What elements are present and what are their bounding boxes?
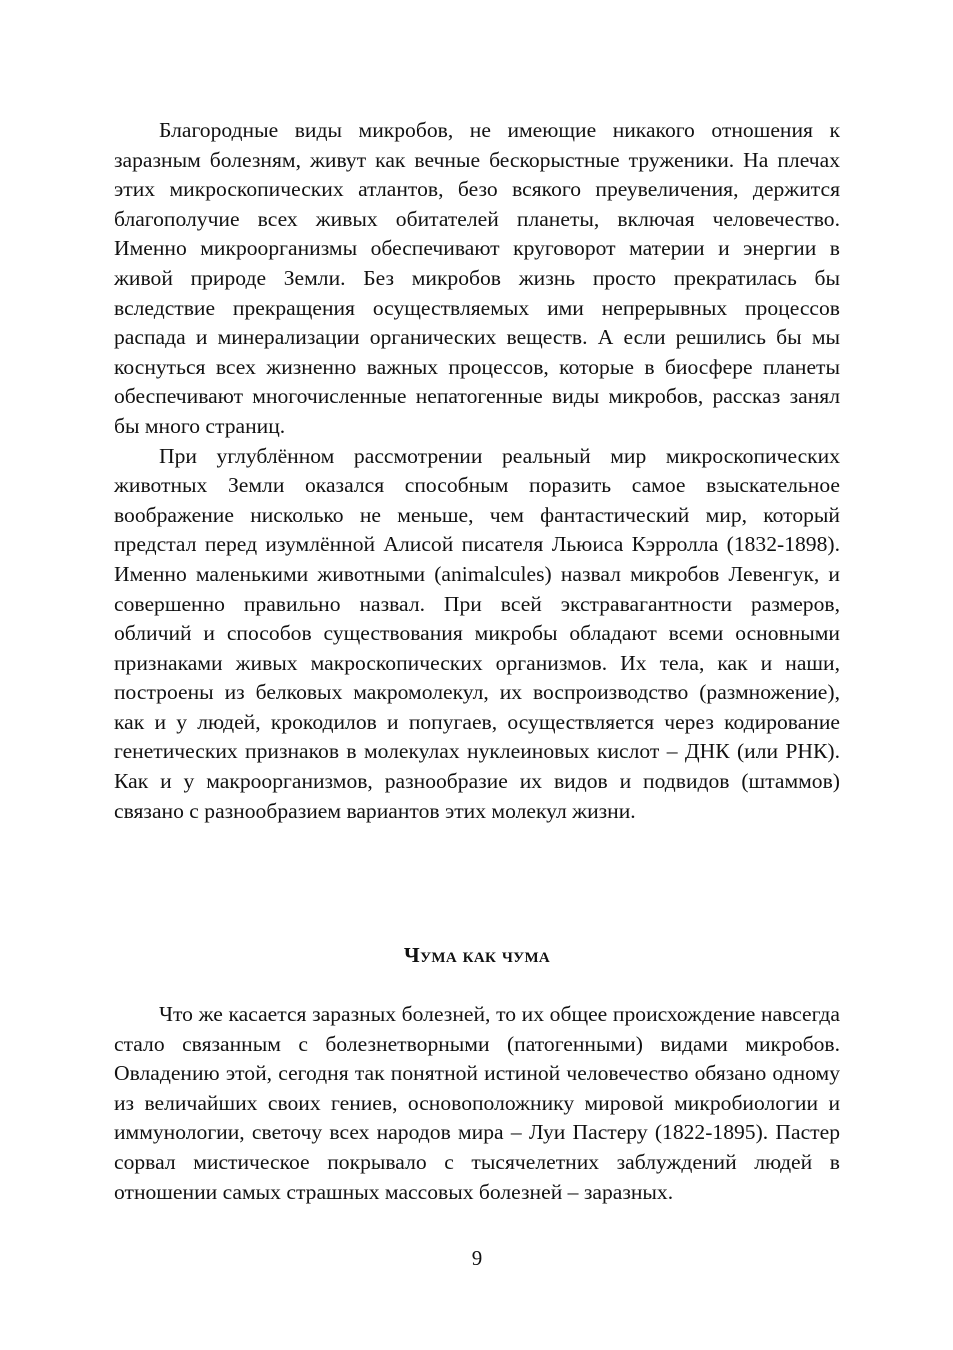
paragraph-microbes-workers: Благородные виды микробов, не имеющие никакого отношения к заразным болезням, живут как вечные бескорыстные труженики. На плечах этих микроскопических атлантов, безо всякого преувеличения, держится благополучие всех живых обитателей планеты, включая человечество. Именно микроорганизмы обеспечивают круговорот материи и энергии в живой природе Земли. Без микробов жизнь просто прекратилась бы вследствие прекращения осуществляемых ими непрерывных процессов распада и минерализации органических веществ. А если решились бы мы коснуться всех жизненно важных процессов, которые в биосфере планеты обеспечивают многочисленные непатогенные виды микробов, рассказ занял бы много страниц. (114, 118, 840, 438)
section-heading: Чума как чума (403, 943, 551, 967)
paragraph-infectious-diseases: Что же касается заразных болезней, то их общее происхождение навсегда стало связанным с болезнетворными (патогенными) видами микробов. Овладению этой, сегодня так понятной истиной человечество обязано одному из величайших своих гениев, основоположнику мировой микробиологии и иммунологии, светочу всех народов мира – Луи Пастеру (1822-1895). Пастер сорвал мистическое покрывало с тысячелетних заблуждений людей в отношении самых страшных массовых болезней – заразных. (114, 1002, 840, 1204)
body-text-bottom (114, 1000, 840, 1207)
paragraph-microscopic-animals: При углублённом рассмотрении реальный мир микроскопических животных Земли оказался способным поразить самое взыскательное воображение нисколько не меньше, чем фантастический мир, который предстал перед изумлённой Алисой писателя Льюиса Кэрролла (1832-1898). Именно маленькими животными (animalcules) назвал микробов Левенгук, и совершенно правильно назвал. При всей экстравагантности размеров, обличий и способов существования микробы обладают всеми основными признаками живых макроскопических организмов. Их тела, как и наши, построены из белковых макромолекул, их воспроизводство (размножение), как и у людей, крокодилов и попугаев, осуществляется через кодирование генетических признаков в молекулах нуклеиновых кислот – ДНК (или РНК). Как и у макроорганизмов, разнообразие их видов и подвидов (штаммов) связано с разнообразием вариантов этих молекул жизни. (114, 443, 840, 823)
body-text-top (114, 116, 840, 826)
page-number: 9 (471, 1246, 483, 1270)
